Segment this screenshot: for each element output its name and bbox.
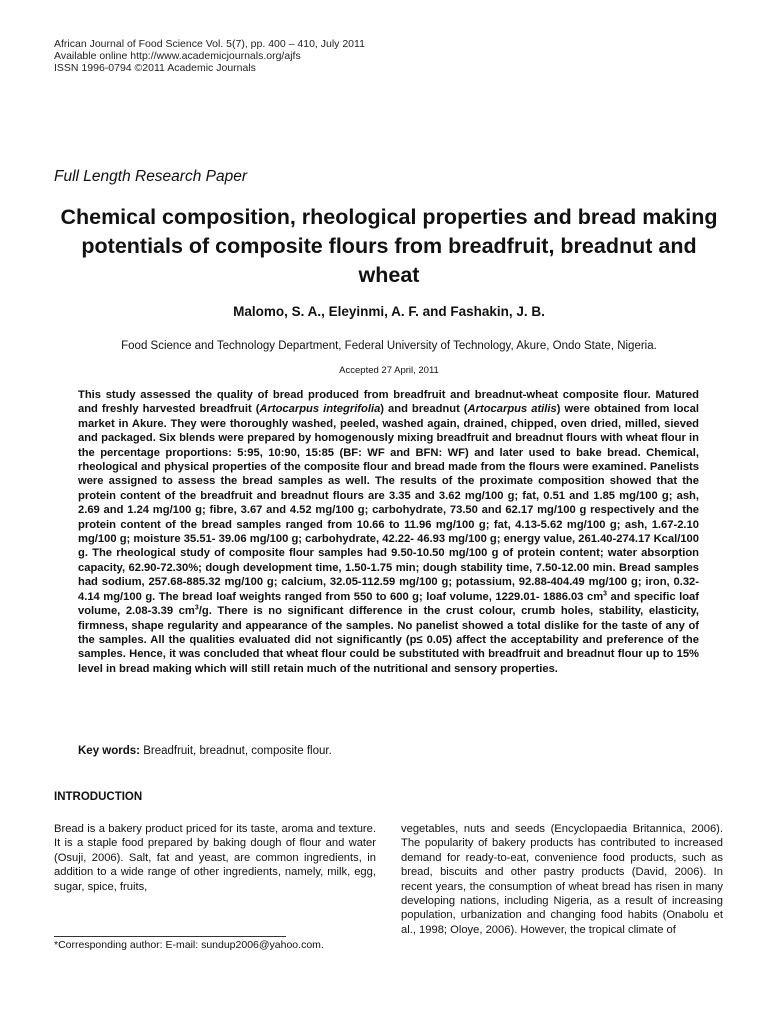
affiliation: Food Science and Technology Department, Federal University of Technology, Akure, Ondo State, Nigeria. xyxy=(121,340,657,352)
abstract-text: This study assessed the quality of bread produced from breadfruit and breadnut-wheat composite flour. Matured and freshly harvested breadfruit ( xyxy=(78,389,699,416)
corresponding-author-footnote: *Corresponding author: E-mail: sundup2006@yahoo.com. xyxy=(54,939,324,951)
accepted-date: Accepted 27 April, 2011 xyxy=(339,365,439,376)
journal-online-link[interactable]: Available online http://www.academicjournals.org/ajfs xyxy=(54,50,301,62)
species-name: Artocarpus atilis xyxy=(467,403,557,416)
journal-header xyxy=(54,38,365,74)
introduction-left-column: Bread is a bakery product priced for its taste, aroma and texture. It is a staple food prepared by baking dough of flour and water (Osuji, 2006). Salt, fat and yeast, are common ingredients, in addition to a wide range of other ingredients, namely, milk, egg, sugar, spice, fruits, xyxy=(54,823,376,893)
abstract-text: /g. There is no significant difference in the crust colour, crumb holes, stability, elasticity, firmness, shape regularity and appearance of the samples. No panelist showed a total dislike for the taste of any of the samples. All the qualities evaluated did not significantly (p≤ 0.05) affect the acceptability and preference of the samples. Hence, it was concluded that wheat flour could be substituted with breadfruit and breadnut flour up to 15% level in bread making which will still retain much of the nutritional and sensory properties. xyxy=(78,605,700,675)
abstract-text: ) and breadnut ( xyxy=(380,403,468,416)
keywords xyxy=(78,745,332,757)
abstract xyxy=(78,388,699,676)
species-name: Artocarpus integrifolia xyxy=(259,403,381,416)
superscript: 3 xyxy=(194,604,199,612)
abstract-text: ) were obtained from local market in Akure. They were thoroughly washed, peeled, washed again, drained, chipped, oven dried, milled, sieved and packaged. Six blends were prepared by homogenously mixing breadfruit and breadnut flours with wheat flour in the percentage proportions: 5:95, 10:90, 15:85 (BF: WF and BFN: WF) and later used to bake bread. Chemical, rheological and physical properties of the composite flour and bread made from the flours were examined. Panelists were assigned to assess the bread samples as well. The results of the proximate composition showed that the protein content of the breadfruit and breadnut flours are 3.35 and 3.62 mg/100 g; fat, 0.51 and 1.85 mg/100 g; ash, 2.69 and 1.24 mg/100 g; fibre, 3.67 and 4.52 mg/100 g; carbohydrate, 73.50 and 62.17 mg/100 g respectively and the protein content of the bread samples ranged from 10.66 to 11.96 mg/100 g; fat, 4.13-5.62 mg/100 g; ash, 1.67-2.10 mg/100 g; moisture 35.51- 39.06 mg/100 g; carbohydrate, 42.22- 46.93 mg/100 g; energy value, 261.40-274.17 Kcal/100 g. The rheological study of composite flour samples had 9.50-10.50 mg/100 g of protein content; water absorption capacity, 62.90-72.30%; dough development time, 1.50-1.75 min; dough stability time, 7.50-12.00 min. Bread samples had sodium, 257.68-885.32 mg/100 g; calcium, 32.05-112.59 mg/100 g; potassium, 92.88-404.49 mg/100 g; iron, 0.32-4.14 mg/100 g. The bread loaf weights ranged from 550 to 600 g; loaf volume, 1229.01- 1886.03 cm xyxy=(78,403,699,603)
paper-title: Chemical composition, rheological properties and bread making potentials of composite flours from breadfruit, breadnut and wheat xyxy=(60,205,718,287)
footnote-divider xyxy=(54,936,286,937)
journal-citation: African Journal of Food Science Vol. 5(7), pp. 400 – 410, July 2011 xyxy=(54,38,365,50)
journal-issn: ISSN 1996-0794 ©2011 Academic Journals xyxy=(54,62,256,74)
keywords-text: Breadfruit, breadnut, composite flour. xyxy=(140,745,332,757)
introduction-heading: INTRODUCTION xyxy=(54,791,143,803)
authors: Malomo, S. A., Eleyinmi, A. F. and Fashakin, J. B. xyxy=(233,304,545,319)
paper-type: Full Length Research Paper xyxy=(54,168,248,185)
abstract-text: and specific loaf volume, 2.08-3.39 cm xyxy=(78,590,699,618)
superscript: 3 xyxy=(603,589,608,597)
introduction-right-column: vegetables, nuts and seeds (Encyclopaedia Britannica, 2006). The popularity of bakery products has contributed to increased demand for ready-to-eat, convenience food products, such as bread, biscuits and other pastry products (David, 2006). In recent years, the consumption of wheat bread has risen in many developing nations, including Nigeria, as a result of increasing population, urbanization and changing food habits (Onabolu et al., 1998; Oloye, 2006). However, the tropical climate of xyxy=(401,823,723,936)
keywords-label: Key words: xyxy=(78,745,140,757)
